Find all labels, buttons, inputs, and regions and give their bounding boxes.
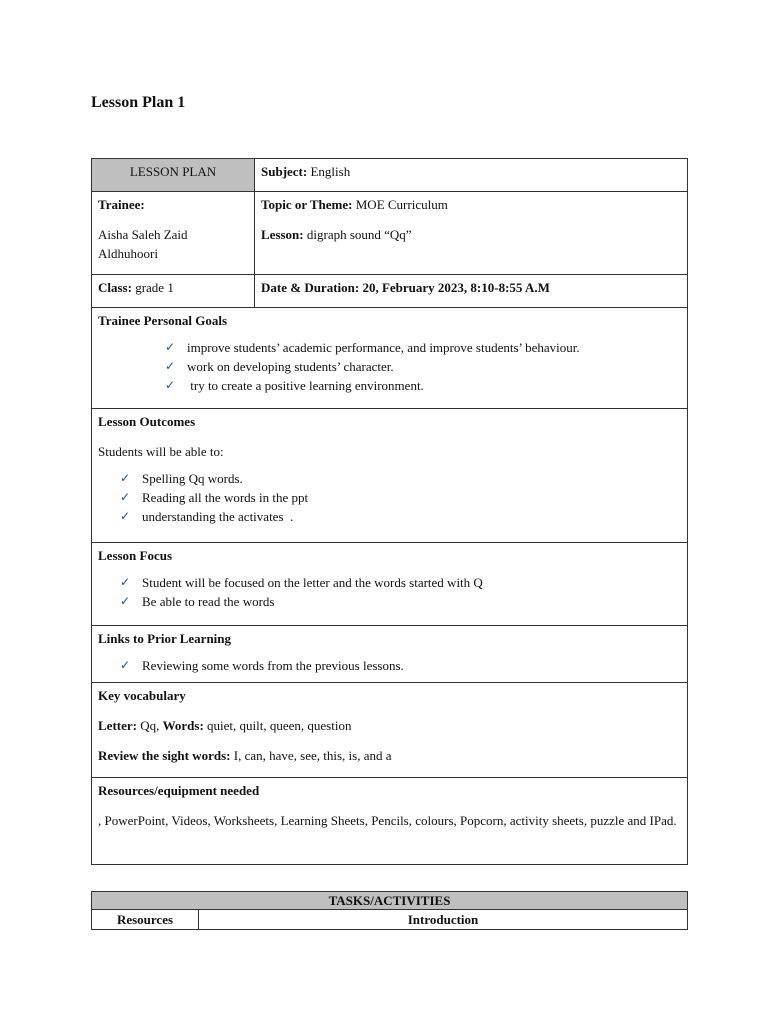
- list-item: ✓ work on developing students’ character.: [165, 359, 394, 374]
- document-title: Lesson Plan 1: [91, 94, 186, 111]
- focus-heading: Lesson Focus: [98, 548, 173, 563]
- tasks-header-row: [92, 910, 688, 930]
- focus-list: [98, 573, 681, 611]
- vocabulary-cell: [92, 683, 688, 778]
- list-item: ✓ improve students’ academic performance, and improve students’ behaviour.: [165, 340, 580, 355]
- lesson-plan-header: LESSON PLAN: [92, 159, 255, 192]
- list-item: ✓ Reviewing some words from the previous lessons.: [120, 658, 404, 673]
- class-row: [92, 275, 688, 308]
- date-value: 20, February 2023, 8:10-8:55 A.M: [362, 280, 550, 295]
- sight-words-label: Review the sight words:: [98, 748, 231, 763]
- resources-text: , PowerPoint, Videos, Worksheets, Learning Sheets, Pencils, colours, Popcorn, activity sheets, puzzle and IPad.: [98, 813, 677, 828]
- introduction-column-header: Introduction: [199, 910, 688, 930]
- tasks-table: [91, 891, 688, 930]
- outcomes-intro: Students will be able to:: [98, 444, 224, 459]
- outcomes-cell: [92, 409, 688, 543]
- tasks-banner: TASKS/ACTIVITIES: [92, 892, 688, 910]
- class-cell: [92, 275, 255, 308]
- focus-row: [92, 543, 688, 626]
- letter-value: Qq,: [136, 718, 163, 733]
- prior-learning-cell: [92, 626, 688, 683]
- resources-row: [92, 778, 688, 865]
- subject-cell: [255, 159, 688, 192]
- subject-value: English: [310, 164, 351, 179]
- subject-label: Subject:: [261, 164, 308, 179]
- trainee-row: [92, 192, 688, 275]
- checkmark-icon: ✓: [120, 471, 131, 485]
- list-item: ✓ Reading all the words in the ppt: [120, 490, 309, 505]
- resources-heading: Resources/equipment needed: [98, 783, 260, 798]
- lesson-value: digraph sound “Qq”: [306, 227, 412, 242]
- lesson-label: Lesson:: [261, 227, 304, 242]
- checkmark-icon: ✓: [165, 340, 176, 354]
- goals-row: [92, 308, 688, 409]
- checkmark-icon: ✓: [120, 594, 131, 608]
- vocabulary-heading: Key vocabulary: [98, 688, 186, 703]
- checkmark-icon: ✓: [120, 509, 131, 523]
- goals-heading: Trainee Personal Goals: [98, 313, 228, 328]
- class-value: grade 1: [135, 280, 174, 295]
- trainee-cell: [92, 192, 255, 275]
- outcomes-heading: Lesson Outcomes: [98, 414, 196, 429]
- list-item: ✓ Student will be focused on the letter and the words started with Q: [120, 575, 483, 590]
- outcomes-row: [92, 409, 688, 543]
- list-item: ✓ Be able to read the words: [120, 594, 275, 609]
- trainee-label: Trainee:: [98, 197, 145, 212]
- class-label: Class:: [98, 280, 132, 295]
- outcomes-list: [98, 469, 681, 526]
- checkmark-icon: ✓: [120, 490, 131, 504]
- prior-learning-list: [98, 656, 681, 675]
- topic-cell: [255, 192, 688, 275]
- checkmark-icon: ✓: [165, 359, 176, 373]
- list-item: ✓ try to create a positive learning environment.: [165, 378, 424, 393]
- checkmark-icon: ✓: [165, 378, 176, 392]
- topic-value: MOE Curriculum: [355, 197, 448, 212]
- date-cell: [255, 275, 688, 308]
- topic-label: Topic or Theme:: [261, 197, 353, 212]
- prior-learning-heading: Links to Prior Learning: [98, 631, 232, 646]
- trainee-name-line2: Aldhuhoori: [98, 246, 158, 261]
- list-item: ✓ understanding the activates .: [120, 509, 294, 524]
- goals-cell: [92, 308, 688, 409]
- focus-cell: [92, 543, 688, 626]
- resources-cell: [92, 778, 688, 865]
- goals-list: [98, 338, 681, 395]
- checkmark-icon: ✓: [120, 658, 131, 672]
- list-item: ✓ Spelling Qq words.: [120, 471, 243, 486]
- checkmark-icon: ✓: [120, 575, 131, 589]
- tasks-banner-row: [92, 892, 688, 910]
- prior-learning-row: [92, 626, 688, 683]
- vocabulary-row: [92, 683, 688, 778]
- header-row: [92, 159, 688, 192]
- letter-label: Letter:: [98, 718, 137, 733]
- sight-words-value: I, can, have, see, this, is, and a: [230, 748, 392, 763]
- lesson-plan-table: [91, 158, 688, 865]
- words-value: quiet, quilt, queen, question: [203, 718, 352, 733]
- trainee-name-line1: Aisha Saleh Zaid: [98, 227, 188, 242]
- words-label: Words:: [162, 718, 204, 733]
- date-label: Date & Duration:: [261, 280, 360, 295]
- resources-column-header: Resources: [92, 910, 199, 930]
